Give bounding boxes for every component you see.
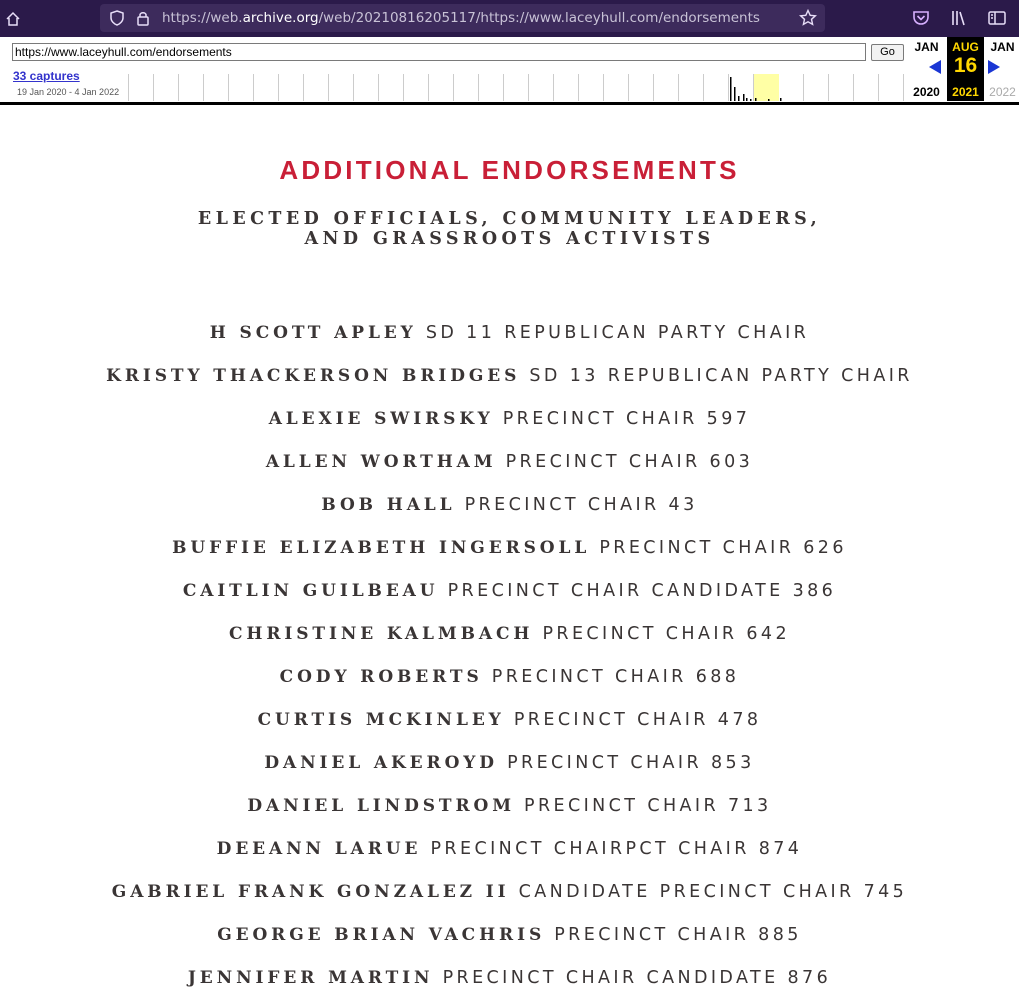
endorsement-item bbox=[0, 490, 1019, 533]
endorsement-list bbox=[0, 318, 1019, 988]
endorser-name: H SCOTT APLEY bbox=[209, 323, 417, 343]
endorsement-item bbox=[0, 576, 1019, 619]
endorsement-item bbox=[0, 748, 1019, 791]
endorser-role: PRECINCT CHAIR 853 bbox=[507, 753, 755, 773]
endorsement-item bbox=[0, 361, 1019, 404]
toolbar-icons bbox=[911, 8, 1007, 28]
calendar-next-column[interactable] bbox=[984, 37, 1019, 101]
pocket-icon[interactable] bbox=[911, 8, 931, 28]
endorsement-item bbox=[0, 619, 1019, 662]
prev-year[interactable]: 2020 bbox=[913, 85, 940, 99]
endorser-name: BUFFIE ELIZABETH INGERSOLL bbox=[172, 538, 591, 558]
current-year-highlight bbox=[754, 74, 779, 101]
endorser-role: PRECINCT CHAIR 603 bbox=[505, 452, 754, 472]
endorser-role: SD 11 REPUBLICAN PARTY CHAIR bbox=[425, 323, 810, 343]
endorsement-item bbox=[0, 791, 1019, 834]
shield-icon[interactable] bbox=[109, 10, 125, 26]
lock-icon[interactable] bbox=[135, 10, 151, 26]
endorser-role: CANDIDATE PRECINCT CHAIR 745 bbox=[518, 882, 908, 902]
endorser-role: PRECINCT CHAIR 713 bbox=[524, 796, 772, 816]
capture-range: 19 Jan 2020 - 4 Jan 2022 bbox=[17, 87, 120, 97]
endorser-name: GABRIEL FRANK GONZALEZ II bbox=[111, 882, 510, 902]
subtitle-line-1: ELECTED OFFICIALS, COMMUNITY LEADERS, bbox=[197, 209, 822, 229]
endorser-name: KRISTY THACKERSON BRIDGES bbox=[106, 366, 521, 386]
endorser-role: PRECINCT CHAIR CANDIDATE 876 bbox=[442, 968, 832, 988]
endorser-role: PRECINCT CHAIR 626 bbox=[599, 538, 847, 558]
endorser-name: GEORGE BRIAN VACHRIS bbox=[217, 925, 546, 945]
url-domain: archive.org bbox=[242, 10, 319, 26]
endorser-role: PRECINCT CHAIR 43 bbox=[464, 495, 698, 515]
endorser-role: PRECINCT CHAIR CANDIDATE 386 bbox=[447, 581, 837, 601]
endorsement-item bbox=[0, 963, 1019, 988]
endorser-name: CHRISTINE KALMBACH bbox=[228, 624, 534, 644]
next-month: JAN bbox=[990, 40, 1015, 54]
endorser-role: PRECINCT CHAIR 597 bbox=[502, 409, 751, 429]
endorser-name: JENNIFER MARTIN bbox=[187, 968, 434, 988]
captures-link[interactable]: 33 captures bbox=[13, 69, 80, 83]
endorsement-item bbox=[0, 447, 1019, 490]
endorsement-item bbox=[0, 834, 1019, 877]
endorser-name: BOB HALL bbox=[321, 495, 456, 515]
endorser-name: CODY ROBERTS bbox=[279, 667, 483, 687]
star-icon[interactable] bbox=[799, 9, 817, 27]
sparkline-grid bbox=[129, 74, 904, 101]
go-button[interactable]: Go bbox=[871, 44, 904, 61]
endorser-role: PRECINCT CHAIR 688 bbox=[491, 667, 740, 687]
current-year: 2021 bbox=[952, 85, 979, 99]
endorsement-item bbox=[0, 920, 1019, 963]
url-suffix: /web/20210816205117/https://www.laceyhull.com/endorsements bbox=[318, 10, 760, 26]
endorser-role: PRECINCT CHAIR 478 bbox=[513, 710, 762, 730]
endorser-name: DEEANN LARUE bbox=[216, 839, 422, 859]
prev-month: JAN bbox=[914, 40, 939, 54]
endorsement-item bbox=[0, 705, 1019, 748]
endorser-name: ALEXIE SWIRSKY bbox=[268, 409, 494, 429]
current-day: 16 bbox=[953, 54, 978, 77]
endorser-role: PRECINCT CHAIRPCT CHAIR 874 bbox=[430, 839, 803, 859]
endorser-role: PRECINCT CHAIR 885 bbox=[554, 925, 802, 945]
endorser-name: CURTIS MCKINLEY bbox=[257, 710, 505, 730]
sidebar-icon[interactable] bbox=[987, 8, 1007, 28]
page-subtitle bbox=[0, 209, 1019, 249]
endorsement-item bbox=[0, 404, 1019, 447]
endorser-name: ALLEN WORTHAM bbox=[265, 452, 497, 472]
endorsement-item bbox=[0, 533, 1019, 576]
page-title: ADDITIONAL ENDORSEMENTS bbox=[279, 155, 740, 185]
subtitle-line-2: AND GRASSROOTS ACTIVISTS bbox=[304, 229, 715, 249]
endorser-role: SD 13 REPUBLICAN PARTY CHAIR bbox=[529, 366, 913, 386]
endorsement-item bbox=[0, 318, 1019, 361]
library-icon[interactable] bbox=[949, 8, 969, 28]
next-arrow-icon[interactable] bbox=[987, 59, 1001, 75]
endorser-name: CAITLIN GUILBEAU bbox=[182, 581, 439, 601]
calendar-current-column bbox=[947, 37, 984, 101]
wayback-toolbar bbox=[0, 37, 1019, 105]
browser-toolbar bbox=[0, 0, 1019, 37]
endorsement-item bbox=[0, 877, 1019, 920]
url-prefix: https://web. bbox=[162, 10, 243, 26]
endorsement-item bbox=[0, 662, 1019, 705]
address-bar[interactable] bbox=[100, 4, 825, 32]
next-year: 2022 bbox=[989, 85, 1016, 99]
url-text[interactable] bbox=[162, 10, 760, 26]
endorser-role: PRECINCT CHAIR 642 bbox=[542, 624, 791, 644]
wayback-url-input[interactable]: https://www.laceyhull.com/endorsements bbox=[12, 43, 866, 61]
home-icon[interactable] bbox=[2, 8, 24, 30]
current-month: AUG bbox=[952, 40, 979, 54]
endorser-name: DANIEL AKEROYD bbox=[264, 753, 498, 773]
calendar-prev-column[interactable] bbox=[908, 37, 945, 101]
endorser-name: DANIEL LINDSTROM bbox=[247, 796, 515, 816]
capture-sparkline[interactable] bbox=[128, 74, 904, 101]
prev-arrow-icon[interactable] bbox=[928, 59, 942, 75]
